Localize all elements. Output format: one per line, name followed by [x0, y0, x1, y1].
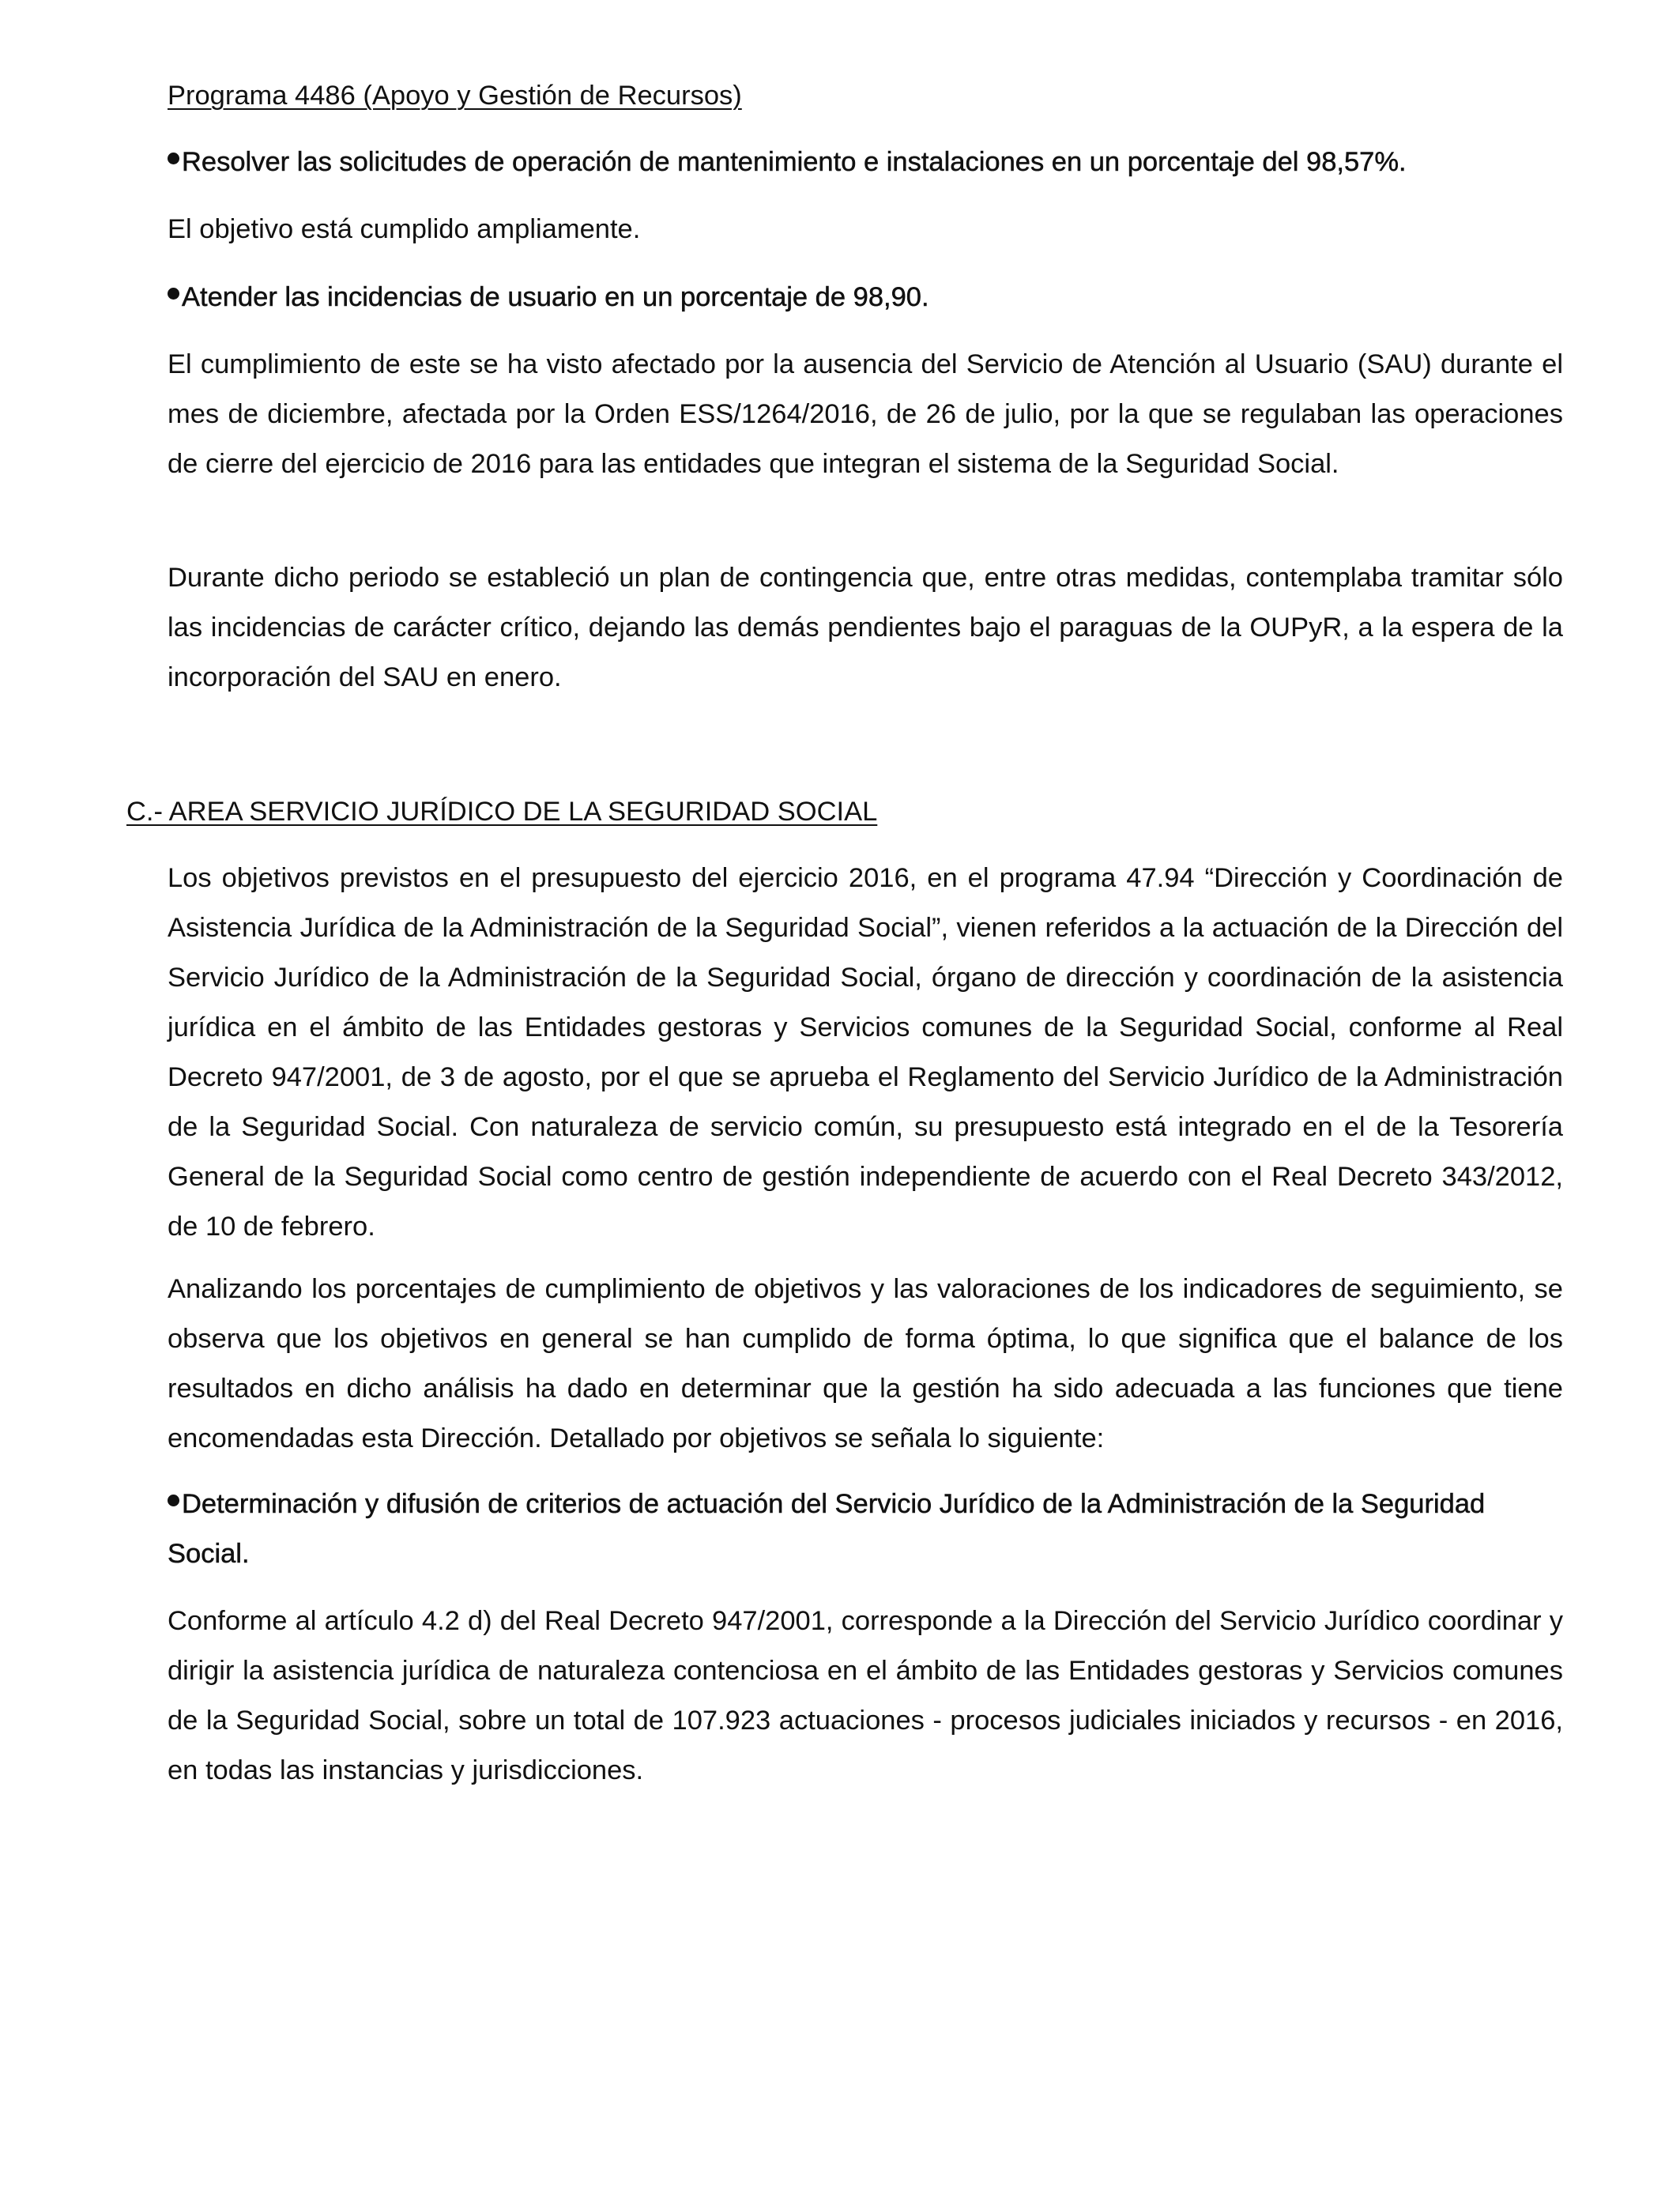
bullet-item-3 — [168, 1480, 1563, 1579]
bullet-icon — [168, 1495, 179, 1506]
bullet-text: Determinación y difusión de criterios de actuación del Servicio Jurídico de la Administración de la Seguridad Social. — [168, 1489, 1486, 1569]
paragraph-sau-absence: El cumplimiento de este se ha visto afectado por la ausencia del Servicio de Atención al Usuario (SAU) durante el mes de diciembre, afectada por la Orden ESS/1264/2016, de 26 de julio, por la que se regulaban las operaciones de cierre del ejercicio de 2016 para las entidades que integran el sistema de la Seguridad Social. — [168, 349, 1563, 479]
bullet-text: Resolver las solicitudes de operación de mantenimiento e instalaciones en un porcentaje del 98,57%. — [182, 147, 1407, 177]
paragraph-objective-met: El objetivo está cumplido ampliamente. — [168, 214, 641, 244]
bullet-text: Atender las incidencias de usuario en un porcentaje de 98,90. — [182, 282, 929, 312]
bullet-item-2 — [168, 273, 1563, 322]
program-heading: Programa 4486 (Apoyo y Gestión de Recursos) — [168, 81, 742, 111]
bullet-icon — [168, 288, 179, 300]
section-heading: C.- AREA SERVICIO JURÍDICO DE LA SEGURIDAD SOCIAL — [126, 797, 878, 827]
paragraph-program-objectives: Los objetivos previstos en el presupuesto del ejercicio 2016, en el programa 47.94 “Dirección y Coordinación de Asistencia Jurídica de la Administración de la Seguridad Social”, vienen referidos a la actuación de la Dirección del Servicio Jurídico de la Administración de la Seguridad Social, órgano de dirección y coordinación de la asistencia jurídica en el ámbito de las Entidades gestoras y Servicios comunes de la Seguridad Social, conforme al Real Decreto 947/2001, de 3 de agosto, por el que se aprueba el Reglamento del Servicio Jurídico de la Administración de la Seguridad Social. Con naturaleza de servicio común, su presupuesto está integrado en el de la Tesorería General de la Seguridad Social como centro de gestión independiente de acuerdo con el Real Decreto 343/2012, de 10 de febrero. — [168, 863, 1563, 1242]
paragraph-analysis: Analizando los porcentajes de cumplimiento de objetivos y las valoraciones de los indicadores de seguimiento, se observa que los objetivos en general se han cumplido de forma óptima, lo que significa que el balance de los resultados en dicho análisis ha dado en determinar que la gestión ha sido adecuada a las funciones que tiene encomendadas esta Dirección. Detallado por objetivos se señala lo siguiente: — [168, 1274, 1563, 1453]
bullet-icon — [168, 153, 179, 164]
paragraph-contingency-plan: Durante dicho periodo se estableció un plan de contingencia que, entre otras medidas, contemplaba tramitar sólo las incidencias de carácter crítico, dejando las demás pendientes bajo el paraguas de la OUPyR, a la espera de la incorporación del SAU en enero. — [168, 563, 1563, 692]
bullet-item-1 — [168, 138, 1563, 187]
paragraph-article-reference: Conforme al artículo 4.2 d) del Real Decreto 947/2001, corresponde a la Dirección del Servicio Jurídico coordinar y dirigir la asistencia jurídica de naturaleza contenciosa en el ámbito de las Entidades gestoras y Servicios comunes de la Seguridad Social, sobre un total de 107.923 actuaciones - procesos judiciales iniciados y recursos - en 2016, en todas las instancias y jurisdicciones. — [168, 1606, 1563, 1785]
